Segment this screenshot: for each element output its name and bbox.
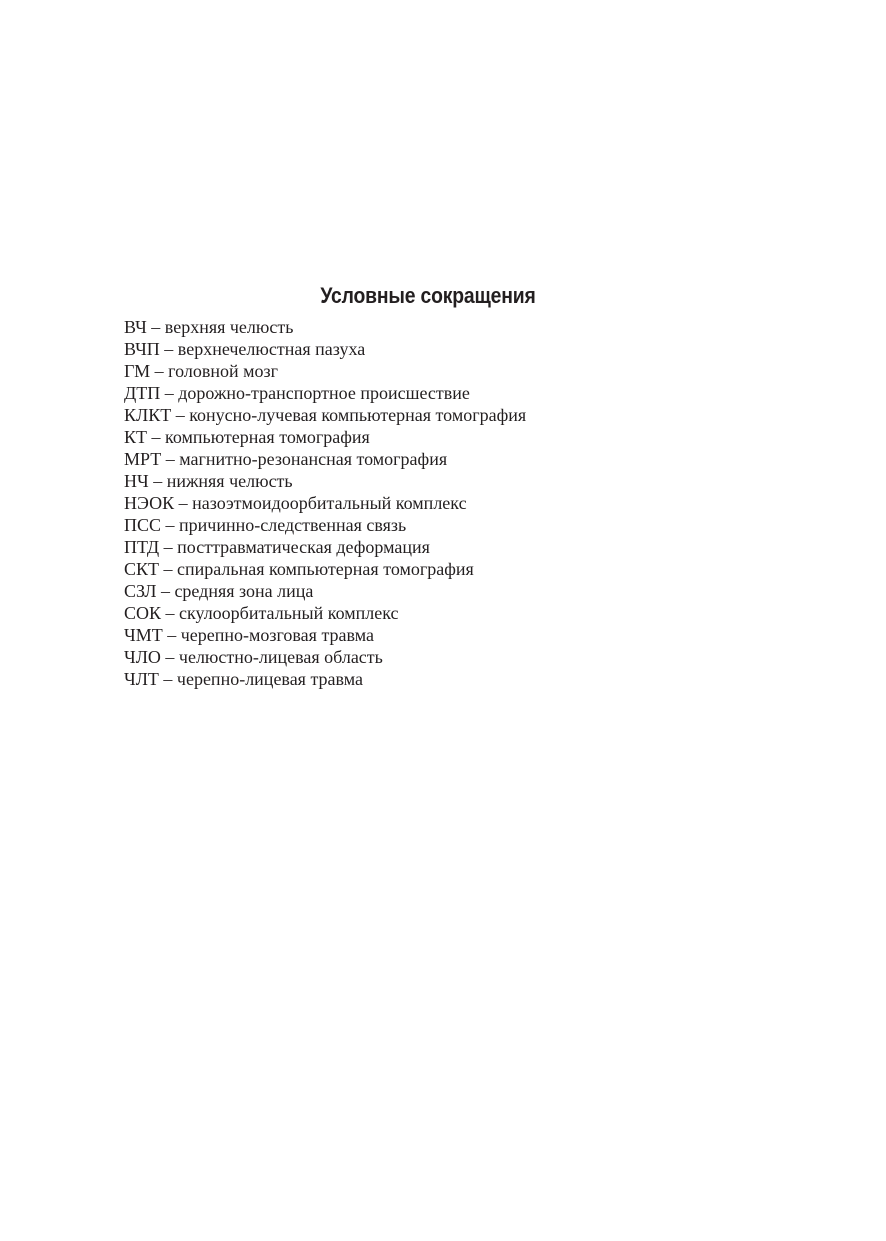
abbreviation-item: ВЧП – верхнечелюстная пазуха	[124, 339, 366, 359]
abbreviation-item: КЛКТ – конусно-лучевая компьютерная томография	[124, 405, 527, 425]
abbreviation-item: СЗЛ – средняя зона лица	[124, 581, 314, 601]
abbreviation-item: СОК – скулоорбитальный комплекс	[124, 603, 399, 623]
abbreviation-item: ВЧ – верхняя челюсть	[124, 317, 294, 337]
abbreviation-item: НЧ – нижняя челюсть	[124, 471, 293, 491]
abbreviation-item: ПСС – причинно-следственная связь	[124, 515, 407, 535]
abbreviation-item: ПТД – посттравматическая деформация	[124, 537, 430, 557]
page-title: Условные сокращения	[320, 282, 536, 308]
abbreviation-item: ГМ – головной мозг	[124, 361, 279, 381]
abbreviation-list	[124, 316, 526, 690]
abbreviation-item: МРТ – магнитно-резонансная томография	[124, 449, 448, 469]
abbreviation-item: КТ – компьютерная томография	[124, 427, 370, 447]
abbreviation-item: ЧЛО – челюстно-лицевая область	[124, 647, 383, 667]
abbreviation-item: СКТ – спиральная компьютерная томография	[124, 559, 474, 579]
abbreviation-item: ЧЛТ – черепно-лицевая травма	[124, 669, 363, 689]
abbreviation-item: НЭОК – назоэтмоидоорбитальный комплекс	[124, 493, 467, 513]
abbreviation-item: ДТП – дорожно-транспортное происшествие	[124, 383, 470, 403]
abbreviation-item: ЧМТ – черепно-мозговая травма	[124, 625, 374, 645]
